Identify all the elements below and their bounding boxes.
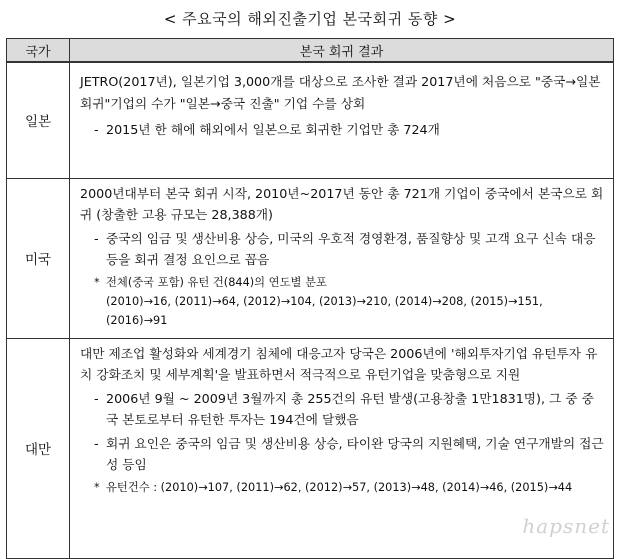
header-result: 본국 회귀 결과 [70,39,614,63]
table-row-usa [7,178,614,338]
country-cell: 대만 [7,338,70,558]
page-title: < 주요국의 해외진출기업 본국회귀 동향 > [163,10,457,28]
dash-mark: - [94,390,99,406]
return-trend-table [6,38,614,559]
result-paragraph: 2000년대부터 본국 회귀 시작, 2010년~2017년 동안 총 721개 기업이 중국에서 본국으로 회귀 (창출한 고용 규모는 28,388개) [80,185,604,222]
table-row-japan [7,62,614,178]
note-title: 전체(중국 포함) 유턴 건(844)의 연도별 분포 [106,275,327,289]
result-bullet: - 2015년 한 해에 해외에서 일본으로 회귀한 기업만 총 724개 [94,119,605,141]
result-bullet: - 중국의 임금 및 생산비용 상승, 미국의 우호적 경영환경, 품질향상 및 고객 요구 신속 대응 등을 회귀 결정 요인으로 꼽음 [94,228,605,271]
result-paragraph: JETRO(2017년), 일본기업 3,000개를 대상으로 조사한 결과 2017년에 처음으로 "중국→일본 회귀"기업의 수가 "일본→중국 진출" 기업 수를 상회 [80,74,601,111]
yearly-distribution-note [94,273,605,330]
dash-mark: - [94,122,99,137]
dash-mark: - [94,435,99,451]
country-cell: 미국 [7,178,70,338]
watermark: hapsnet [522,514,610,538]
header-country: 국가 [7,39,70,63]
asterisk-mark: * [94,480,100,494]
asterisk-mark: * [94,275,100,289]
note-title: 유턴건수 : (2010)→107, (2011)→62, (2012)→57, (2013)→48, (2014)→46, (2015)→44 [106,480,573,494]
result-cell [70,62,614,178]
result-bullet: - 회귀 요인은 중국의 임금 및 생산비용 상승, 타이완 당국의 지원혜택, 기술 연구개발의 접근성 등임 [94,433,605,476]
dash-mark: - [94,230,99,246]
note-series: (2010)→16, (2011)→64, (2012)→104, (2013)→210, (2014)→208, (2015)→151, (2016)→91 [106,294,543,327]
uturn-count-note [94,478,605,497]
table-header-row [7,39,614,63]
result-cell [70,178,614,338]
result-paragraph: 대만 제조업 활성화와 세계경기 침체에 대응고자 당국은 2006년에 '해외투자기업 유턴투자 유치 강화조치 및 세부계획'을 발표하면서 적극적으로 유턴기업을 맞춤형으로 지원 [80,345,598,382]
result-bullet: - 2006년 9월 ~ 2009년 3월까지 총 255건의 유턴 발생(고용창출 1만1831명), 그 중 중국 본토로부터 유턴한 투자는 194건에 달했음 [94,388,605,431]
country-cell: 일본 [7,62,70,178]
